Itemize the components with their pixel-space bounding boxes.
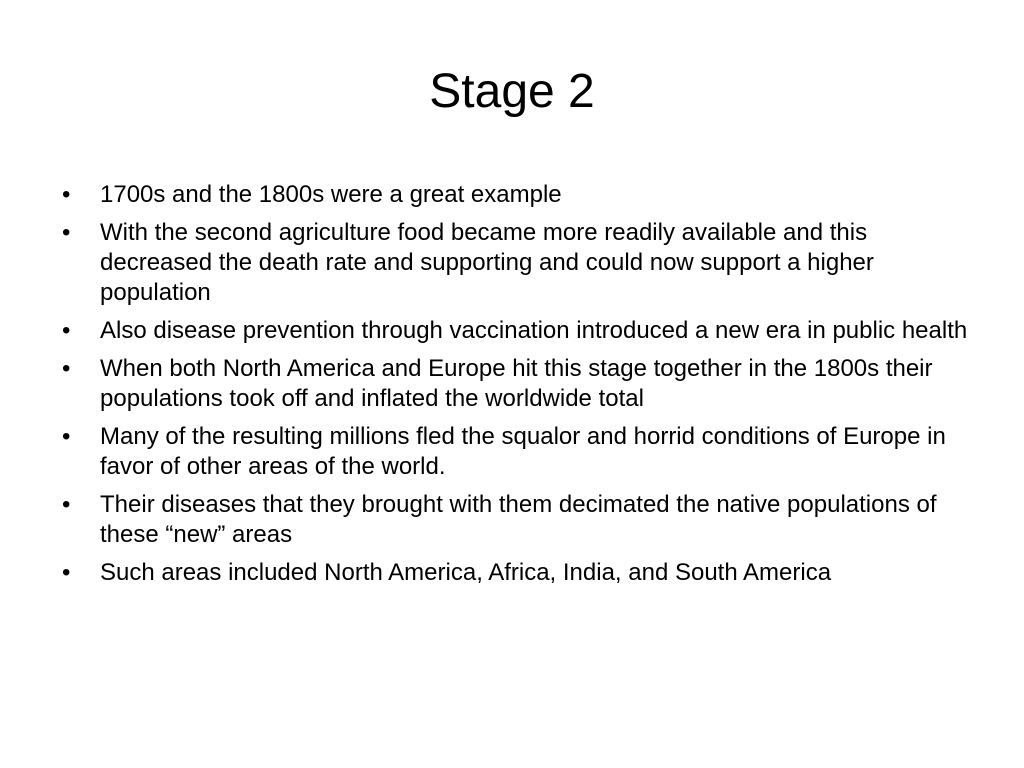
bullet-text: 1700s and the 1800s were a great example — [100, 181, 562, 208]
bullet-text: Also disease prevention through vaccination introduced a new era in public health — [100, 317, 968, 344]
bullet-item-2 — [62, 218, 972, 308]
bullet-item-6 — [62, 490, 972, 550]
bullet-icon: • — [62, 317, 71, 344]
bullet-item-4 — [62, 354, 972, 414]
bullet-item-1 — [62, 180, 972, 210]
bullet-text: Their diseases that they brought with them decimated the native populations of these “new” areas — [100, 491, 937, 548]
bullet-icon: • — [62, 491, 71, 518]
bullet-icon: • — [62, 423, 71, 450]
bullet-text: With the second agriculture food became more readily available and this decreased the death rate and supporting and could now support a higher population — [100, 219, 874, 306]
bullet-item-7 — [62, 558, 972, 588]
bullet-list — [62, 180, 972, 596]
slide-title: Stage 2 — [429, 65, 595, 118]
bullet-icon: • — [62, 559, 71, 586]
bullet-text: Many of the resulting millions fled the squalor and horrid conditions of Europe in favor of other areas of the world. — [100, 423, 946, 480]
bullet-text: Such areas included North America, Africa, India, and South America — [100, 559, 832, 586]
bullet-icon: • — [62, 355, 71, 382]
bullet-item-3 — [62, 316, 972, 346]
bullet-icon: • — [62, 219, 71, 246]
bullet-text: When both North America and Europe hit this stage together in the 1800s their populations took off and inflated the worldwide total — [100, 355, 933, 412]
bullet-item-5 — [62, 422, 972, 482]
bullet-icon: • — [62, 181, 71, 208]
